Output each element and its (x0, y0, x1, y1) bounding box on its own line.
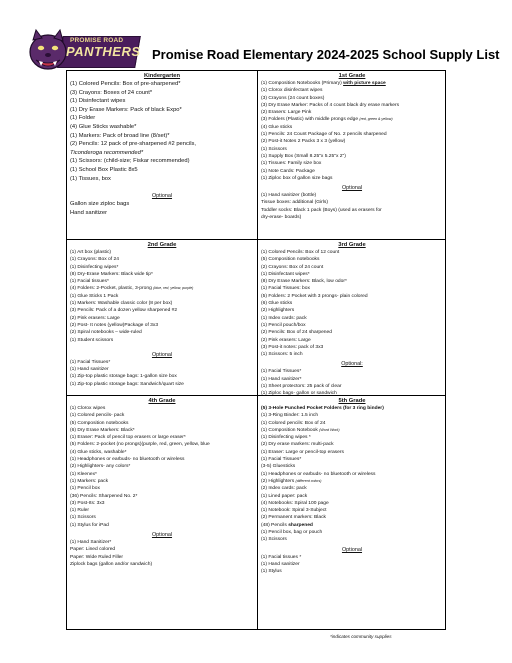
list-item: (6) Glue sticks (261, 301, 293, 307)
list-item (70, 285, 254, 292)
list-item: (2) Pencils: 12 pack of pre-sharpened #2 pencils, (70, 141, 196, 148)
list-item: (6) Dry Erase Markers: Black* (70, 427, 135, 433)
kindergarten-optional-heading: Optional (151, 193, 173, 200)
grade1-heading: 1st Grade (338, 73, 366, 79)
list-item: (1) Ziploc box of gallon size bags (261, 175, 333, 181)
list-item: (4) Glue sticks, washable* (70, 449, 127, 455)
list-item: (1) Tissues: Family size box (261, 161, 322, 167)
list-item: (1) Markers: Washable classic color (8 per box) (70, 301, 173, 307)
list-item: Paper: Lined colored (70, 547, 116, 553)
list-item: (1) Note Cards: Package (261, 168, 315, 174)
grade2-optional-heading: Optional (151, 351, 173, 358)
list-item: (1) Disinfecting wipes * (261, 435, 311, 441)
kindergarten-section (67, 71, 257, 239)
list-item: (1) Supply Box (Small 8.25"x 5.25"x 2") (261, 153, 346, 159)
list-item (261, 522, 443, 529)
list-item: Tissue boxes: additional (Girls) (261, 200, 328, 206)
list-item: (8) Dry-Erase Markers: Black wide tip* (70, 271, 153, 277)
grade5-heading: 5th Grade (338, 398, 366, 404)
list-item: (2) Spiral notebooks – wide-ruled (70, 330, 142, 336)
list-item: (2) Pink erasers: Large (70, 315, 120, 321)
item-text: (1) Composition Notebook (261, 427, 320, 433)
grade3-optional-heading: Optional: (341, 361, 363, 368)
list-item: Toddler socks: Black 1 pack (Boys) (used as erasers for (261, 207, 382, 213)
supply-table (66, 70, 446, 630)
list-item: (1) Art box (plastic) (70, 250, 112, 255)
list-item: (1) Disinfecting wipes* (70, 264, 119, 270)
grade4-section (67, 396, 257, 629)
list-item: (2) Post- It notes (yellow)Package of 3x3 (70, 322, 159, 328)
list-item: (1) Student scissors (70, 337, 114, 343)
list-item: (1) Markers: Pack of broad line (8/set)* (70, 132, 170, 139)
list-item: (5) Folders: 2 Pocket with 3 prongs- plain colored (261, 293, 368, 299)
list-item: (5) Composition notebooks (261, 257, 320, 263)
item-emphasis: sharpened (288, 522, 313, 528)
list-item: (1) Disinfectant wipes (70, 98, 126, 105)
grade3-section (258, 240, 446, 395)
list-item: (1) Facial Tissues* (261, 369, 302, 375)
list-item: (1) Hand Sanitizer* (70, 540, 112, 546)
item-note: (blue, red, yellow, purple) (153, 286, 194, 291)
list-item: (3) Dry Erase Marker: Packs of 4 count black dry erase markers (261, 102, 400, 108)
grade4-optional-heading: Optional (151, 532, 173, 539)
list-item: (5) Composition notebooks (70, 420, 129, 426)
list-item: (1) Kleenex* (70, 471, 97, 477)
list-item: (1) Index cards: pack (261, 315, 307, 321)
list-item: (1) Scissors: (child-size; Fiskar recommended) (70, 158, 190, 165)
list-item: (2) Permanent markers: Black (261, 515, 326, 521)
list-item: (1) Scissors: 5 inch (261, 352, 303, 358)
grade5-optional-heading: Optional (341, 546, 363, 553)
list-item: (3-5) Gluesticks (261, 464, 296, 470)
list-item (261, 478, 443, 485)
list-item: (1) Hand sanitizer* (261, 376, 302, 382)
list-item: (1) Zip-top plastic storage bags: Sandwich/quart size (70, 381, 184, 387)
item-text: (1) Composition Notebooks (Primary) (261, 81, 344, 86)
list-item: (3) Crayons: Boxes of 24 count* (70, 89, 153, 96)
grade2-heading: 2nd Grade (147, 242, 177, 248)
list-item: (1) Glue Sticks 1 Pack (70, 293, 119, 299)
item-text: (3) Folders (Plastic) with middle prongs edge (261, 117, 360, 123)
list-item: (2) Dry erase markers: multi-pack (261, 442, 334, 448)
list-item: (3) Crayons (24 count boxes) (261, 95, 325, 101)
grade5-section (258, 396, 446, 629)
list-item: (1) Scissors (70, 515, 96, 521)
list-item: (2) Post-it Notes 2 Packs 3 x 3 (yellow) (261, 139, 346, 145)
grade2-section (67, 240, 257, 395)
grade1-optional-heading: Optional (341, 185, 363, 192)
item-text: (4) Folders: 2-Pocket, plastic, 3-prong (70, 286, 154, 292)
list-item: (1) Dry Erase Markers: Pack of black Expo* (70, 106, 182, 113)
list-item: dry-erase- boards) (261, 215, 302, 221)
list-item: (3) Post-Its: 3x3 (70, 500, 105, 506)
list-item: (1) Eraser: Large or pencil-top erasers (261, 449, 344, 455)
list-item: (8) Dry Erase Markers: Black, low odor* (261, 279, 347, 285)
grade1-section (258, 71, 446, 239)
list-item: (1) Lined paper: pack (261, 493, 308, 499)
list-item: (1) Colored Pencils: Box of 12 count (261, 250, 340, 255)
list-item: (4) Notebooks: Spiral 100 page (261, 500, 329, 506)
list-item (261, 116, 443, 123)
list-item (261, 80, 443, 87)
list-item: (1) Scissors (261, 537, 287, 543)
list-item: (2) Pencils: Box of 24 sharpened (261, 330, 332, 336)
list-item: (1) 3-Ring Binder: 1.5 inch (261, 413, 319, 419)
list-item: (2) Erasers: Large Pink (261, 110, 312, 116)
list-item: (1) Facial tissues* (70, 279, 109, 285)
list-item: (1) Ruler (70, 508, 90, 514)
list-item: (1) Tissues, box (70, 175, 111, 182)
list-item: (1) Folder (70, 115, 96, 122)
list-item: (1) Colored pencils- pack (70, 413, 125, 419)
grade4-heading: 4th Grade (148, 398, 176, 404)
list-item: (1) Scissors (261, 146, 287, 152)
list-item: (1) School Box Plastic 8x5 (70, 166, 138, 173)
item-emphasis: with picture space (343, 81, 386, 86)
list-item: (1) Colored Pencils: Box of pre-sharpened* (70, 81, 181, 87)
list-item: Paper: Wide Ruled Filler (70, 554, 124, 560)
list-item (261, 427, 443, 434)
list-item: (1) Stylus (261, 569, 282, 575)
list-item: (1) Hand sanitizer (70, 367, 109, 373)
item-text: (2) Highlighters (261, 478, 296, 484)
list-item: (2) Index cards: pack (261, 486, 307, 492)
list-item: Hand sanitizer (70, 209, 108, 216)
list-item: (1) Eraser: Pack of pencil top erasers or large eraser* (70, 435, 186, 441)
item-note: (Word Work) (319, 427, 340, 432)
list-item: (4) Glue Sticks washable* (70, 123, 137, 130)
list-item: (1) Notebook: Spiral 3-Subject (261, 508, 327, 514)
list-item: (1) Sheet protectors: 25 pack of clear (261, 384, 342, 390)
list-item: Ziplock bags (gallon and/or sandwich) (70, 561, 153, 567)
list-item: (1) Facial Tissues* (261, 457, 302, 463)
list-item: (1) Headphones or earbuds- no bluetooth or wireless (70, 457, 185, 463)
page-title: Promise Road Elementary 2024-2025 School Supply List (152, 47, 500, 62)
footnote: *indicates community supplies (330, 634, 392, 639)
list-item: (5) Folders: 2-pocket (no prongs)(purple, red, green, yellow, blue (70, 442, 210, 448)
list-item: (2) Highlighters (261, 308, 295, 314)
item-note: (different colors) (295, 478, 322, 483)
list-item: Gallon size ziploc bags (70, 201, 130, 208)
list-item: (2) Crayons: Box of 24 count (261, 264, 324, 270)
list-item: (1) Stylus for iPad (70, 522, 109, 528)
list-item: (1) Clorox disinfectant wipes (261, 88, 323, 94)
list-item: (1) Clorox wipes (70, 406, 106, 411)
list-item: (3) Post-it notes: pack of 3x3 (261, 344, 324, 350)
logo-line1: PROMISE ROAD (70, 37, 124, 44)
list-item: (1) Hand sanitizer (bottle) (261, 193, 317, 199)
list-item: (1) Pencil box (70, 486, 100, 492)
page-header (0, 0, 512, 72)
kindergarten-heading: Kindergarten (143, 73, 181, 79)
list-item: (1) Colored pencils: Box of 24 (261, 420, 326, 426)
list-item: (3) Pencils: Pack of a dozen yellow sharpened #2 (70, 308, 178, 314)
logo-line2: PANTHERS (66, 44, 141, 59)
list-item: (5) 3-Hole Punched Pocket Folders (for 3 ring binder) (261, 406, 384, 411)
list-item: (2) Highlighters- any colors* (70, 464, 131, 470)
list-item: (1) Pencil box, bag or pouch (261, 530, 323, 536)
list-item: (1) Pencils: 24 Count Package of No. 2 pencils sharpened (261, 132, 387, 138)
list-item: (1) Pencil pouch/box (261, 322, 306, 328)
list-item: (4) Glue sticks (261, 124, 293, 130)
list-item: (36) Pencils: Sharpened No. 2* (70, 493, 138, 499)
item-note: (red, green & yellow) (359, 117, 393, 122)
list-item: (1) Disinfectant wipes* (261, 271, 310, 277)
list-item: (1) Headphones or earbuds- no bluetooth or wireless (261, 471, 376, 477)
item-text: (48) Pencils (261, 522, 289, 528)
list-item: (2) Pink erasers: Large (261, 337, 311, 343)
list-item: (1) Facial tissues * (261, 554, 302, 560)
list-item: (1) Facial Tissues* (70, 359, 111, 365)
grade3-heading: 3rd Grade (338, 242, 366, 248)
list-item: Ticonderoga recommended* (70, 149, 144, 156)
list-item: (1) Crayons: Box of 24 (70, 257, 119, 263)
list-item: (1) Zip-top plastic storage bags: 1-gallon size box (70, 374, 177, 380)
list-item: (1) Markers: pack (70, 478, 109, 484)
list-item: (1) Facial Tissues: box (261, 286, 310, 292)
list-item: (1) Hand sanitizer (261, 561, 300, 567)
list-item: (1) Ziploc bags- gallon or sandwich (261, 391, 337, 395)
